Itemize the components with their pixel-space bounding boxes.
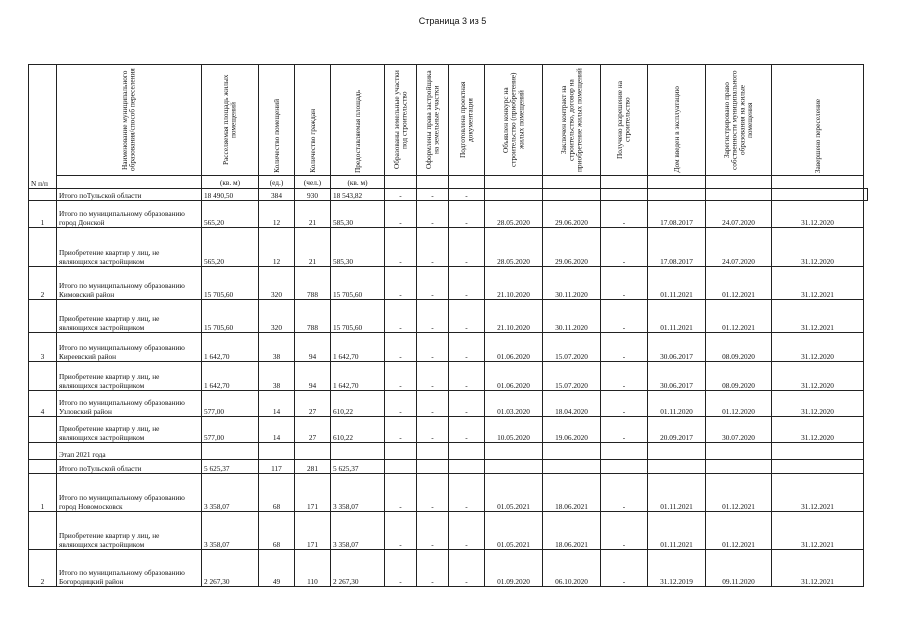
row-number: 2: [29, 267, 57, 300]
data-cell: 01.06.2020: [485, 362, 543, 391]
units-spacer: [57, 176, 202, 189]
unit-cell: (кв. м): [202, 176, 259, 189]
data-cell: -: [417, 300, 449, 333]
data-cell: 01.06.2020: [485, 333, 543, 362]
column-header-text: Подготовлена проектная документация: [457, 81, 475, 159]
data-cell: 06.10.2020: [543, 550, 601, 587]
table-row: [29, 201, 868, 228]
data-cell: -: [385, 333, 417, 362]
data-cell: 18 490,50: [202, 189, 259, 201]
data-cell: 19.06.2020: [543, 417, 601, 443]
data-cell: 20.09.2017: [648, 417, 706, 443]
data-cell: -: [449, 550, 485, 587]
data-cell: 17.08.2017: [648, 228, 706, 267]
data-cell: 585,30: [331, 228, 385, 267]
data-cell: 117: [259, 460, 295, 474]
data-cell: -: [449, 228, 485, 267]
data-cell: [295, 443, 331, 460]
column-header-text: Наименование муниципального образования/способ переселения: [120, 68, 137, 172]
column-header-text: Образованы земельные участки под строительство: [391, 70, 409, 170]
data-cell: -: [601, 417, 648, 443]
data-cell: 18.04.2020: [543, 391, 601, 417]
municipality-name: Итого по муниципальному образованию Богородицкий район: [57, 550, 202, 587]
data-cell: 31.12.2020: [772, 417, 864, 443]
data-cell: [543, 189, 601, 201]
data-cell: -: [417, 474, 449, 512]
data-cell: 31.12.2019: [648, 550, 706, 587]
data-cell: 14: [259, 417, 295, 443]
data-cell: 01.11.2020: [648, 391, 706, 417]
column-header: [543, 65, 601, 176]
data-cell: [772, 189, 864, 201]
data-cell: [202, 443, 259, 460]
column-header-text: Оформлены права застройщика на земельные участки: [423, 70, 441, 170]
data-cell: -: [385, 391, 417, 417]
data-cell: 29.06.2020: [543, 201, 601, 228]
data-cell: -: [385, 362, 417, 391]
unit-cell: (чел.): [295, 176, 331, 189]
data-cell: 01.12.2020: [706, 391, 772, 417]
data-cell: 1 642,70: [202, 333, 259, 362]
data-cell: -: [601, 333, 648, 362]
data-cell: -: [601, 228, 648, 267]
data-cell: 14: [259, 391, 295, 417]
data-cell: 38: [259, 333, 295, 362]
data-cell: 788: [295, 267, 331, 300]
table-row: [29, 391, 868, 417]
column-header-text: Дом введен в эксплуатацию: [671, 86, 681, 173]
data-cell: -: [385, 267, 417, 300]
column-header: [295, 65, 331, 176]
table-row: [29, 443, 868, 460]
data-cell: 68: [259, 512, 295, 550]
column-header-text: Завершено переселение: [812, 98, 822, 173]
municipality-name: Приобретение квартир у лиц, не являющихся застройщиком: [57, 362, 202, 391]
data-cell: 01.11.2021: [648, 267, 706, 300]
data-cell: 171: [295, 512, 331, 550]
data-cell: 01.11.2021: [648, 512, 706, 550]
column-header-text: Количество граждан: [307, 109, 317, 173]
table-row: [29, 460, 868, 474]
data-cell: -: [385, 512, 417, 550]
data-cell: -: [385, 550, 417, 587]
data-cell: 01.12.2021: [706, 474, 772, 512]
column-header: [202, 65, 259, 176]
data-cell: 5 625,37: [331, 460, 385, 474]
data-cell: -: [449, 189, 485, 201]
row-number: 4: [29, 391, 57, 417]
data-cell: [485, 443, 543, 460]
row-number: 1: [29, 201, 57, 228]
data-cell: 01.05.2021: [485, 474, 543, 512]
data-cell: 18.06.2021: [543, 474, 601, 512]
data-cell: -: [385, 300, 417, 333]
column-header: N п/п: [29, 65, 57, 189]
data-cell: 21: [295, 228, 331, 267]
data-cell: 110: [295, 550, 331, 587]
data-cell: 24.07.2020: [706, 201, 772, 228]
data-cell: [772, 460, 864, 474]
municipality-name: Приобретение квартир у лиц, не являющихся застройщиком: [57, 417, 202, 443]
data-cell: 1 642,70: [331, 362, 385, 391]
data-cell: -: [385, 228, 417, 267]
data-cell: -: [449, 474, 485, 512]
data-cell: 49: [259, 550, 295, 587]
data-cell: [485, 460, 543, 474]
data-cell: -: [417, 228, 449, 267]
data-cell: 94: [295, 333, 331, 362]
row-number: 2: [29, 550, 57, 587]
data-cell: [485, 189, 543, 201]
data-cell: 18.06.2021: [543, 512, 601, 550]
data-cell: 01.12.2021: [706, 267, 772, 300]
row-number: [29, 362, 57, 391]
row-number: [29, 417, 57, 443]
data-cell: -: [601, 512, 648, 550]
data-cell: -: [449, 417, 485, 443]
data-cell: 31.12.2020: [772, 333, 864, 362]
municipality-name: Итого поТульской области: [57, 460, 202, 474]
data-cell: [543, 443, 601, 460]
data-cell: -: [601, 267, 648, 300]
data-cell: -: [417, 362, 449, 391]
data-cell: [449, 443, 485, 460]
units-row: [29, 176, 868, 189]
municipality-name: Итого по муниципальному образованию город Донской: [57, 201, 202, 228]
column-header-text: Заключен контракт на строительство, договор на приобретение жилых помещений: [559, 68, 584, 172]
table-row: [29, 362, 868, 391]
table-row: [29, 300, 868, 333]
data-cell: 31.12.2021: [772, 512, 864, 550]
data-cell: -: [449, 201, 485, 228]
data-cell: -: [417, 391, 449, 417]
municipality-name: Итого по муниципальному образованию Киреевский район: [57, 333, 202, 362]
data-cell: -: [601, 201, 648, 228]
data-cell: 30.07.2020: [706, 417, 772, 443]
data-cell: 15 705,60: [202, 267, 259, 300]
data-cell: [864, 189, 868, 201]
data-cell: 3 358,07: [331, 474, 385, 512]
column-header-text: Расселяемая площадь жилых помещений: [221, 74, 238, 166]
data-cell: 610,22: [331, 391, 385, 417]
data-cell: 08.09.2020: [706, 362, 772, 391]
column-header: [57, 65, 202, 176]
data-cell: 38: [259, 362, 295, 391]
data-cell: [385, 460, 417, 474]
data-cell: [648, 460, 706, 474]
data-cell: 28.05.2020: [485, 201, 543, 228]
data-cell: 585,30: [331, 201, 385, 228]
column-header: [648, 65, 706, 176]
data-cell: 30.11.2020: [543, 267, 601, 300]
data-cell: 30.11.2020: [543, 300, 601, 333]
data-cell: 24.07.2020: [706, 228, 772, 267]
data-cell: 30.06.2017: [648, 333, 706, 362]
data-cell: 09.11.2020: [706, 550, 772, 587]
data-cell: 15.07.2020: [543, 333, 601, 362]
row-number: [29, 189, 57, 201]
data-cell: 15 705,60: [202, 300, 259, 333]
data-cell: -: [601, 300, 648, 333]
data-cell: -: [417, 267, 449, 300]
data-cell: -: [385, 189, 417, 201]
data-cell: -: [385, 201, 417, 228]
data-cell: 08.09.2020: [706, 333, 772, 362]
column-header-text: Зарегистрировано право собственности муниципального образования на жилые помещения: [722, 70, 755, 170]
municipality-name: Приобретение квартир у лиц, не являющихся застройщиком: [57, 512, 202, 550]
data-cell: 384: [259, 189, 295, 201]
data-cell: 577,00: [202, 417, 259, 443]
row-number: [29, 228, 57, 267]
data-cell: [449, 460, 485, 474]
data-cell: 31.12.2021: [772, 267, 864, 300]
data-cell: 12: [259, 201, 295, 228]
table-row: [29, 267, 868, 300]
data-cell: 15 705,60: [331, 267, 385, 300]
column-header-text: Количество помещений: [271, 99, 281, 173]
column-header: [385, 65, 417, 176]
row-number: 1: [29, 474, 57, 512]
data-cell: [706, 443, 772, 460]
data-cell: 27: [295, 417, 331, 443]
data-cell: -: [385, 417, 417, 443]
data-cell: 320: [259, 300, 295, 333]
municipality-name: Итого по муниципальному образованию Узловский район: [57, 391, 202, 417]
data-cell: -: [601, 391, 648, 417]
municipality-name: Итого по муниципальному образованию Кимовский район: [57, 267, 202, 300]
data-cell: 2 267,30: [331, 550, 385, 587]
row-number: [29, 512, 57, 550]
data-cell: 29.06.2020: [543, 228, 601, 267]
row-number: 3: [29, 333, 57, 362]
data-cell: [706, 189, 772, 201]
data-cell: 01.09.2020: [485, 550, 543, 587]
table-row: [29, 417, 868, 443]
data-cell: [706, 460, 772, 474]
data-cell: -: [385, 474, 417, 512]
data-cell: 2 267,30: [202, 550, 259, 587]
data-cell: 01.05.2021: [485, 512, 543, 550]
data-cell: 01.03.2020: [485, 391, 543, 417]
row-number: [29, 300, 57, 333]
data-cell: -: [449, 362, 485, 391]
data-cell: -: [449, 512, 485, 550]
data-cell: 1 642,70: [202, 362, 259, 391]
data-cell: [601, 460, 648, 474]
data-cell: 31.12.2021: [772, 550, 864, 587]
data-cell: [417, 443, 449, 460]
data-cell: 31.12.2021: [772, 300, 864, 333]
data-cell: 31.12.2020: [772, 228, 864, 267]
data-cell: -: [417, 201, 449, 228]
data-cell: 28.05.2020: [485, 228, 543, 267]
data-cell: 01.11.2021: [648, 474, 706, 512]
column-header: [485, 65, 543, 176]
column-header-text: Объявлен конкурс на строительство (приобретение) жилых помещений: [501, 72, 526, 168]
data-cell: 31.12.2021: [772, 474, 864, 512]
data-cell: 171: [295, 474, 331, 512]
data-cell: 3 358,07: [202, 512, 259, 550]
data-cell: [259, 443, 295, 460]
data-cell: 565,20: [202, 201, 259, 228]
data-cell: [772, 443, 864, 460]
data-cell: 27: [295, 391, 331, 417]
data-cell: 10.05.2020: [485, 417, 543, 443]
data-cell: 3 358,07: [331, 512, 385, 550]
data-cell: 18 543,82: [331, 189, 385, 201]
data-cell: -: [601, 362, 648, 391]
table-row: [29, 474, 868, 512]
data-cell: 320: [259, 267, 295, 300]
unit-cell: (ед.): [259, 176, 295, 189]
data-cell: 788: [295, 300, 331, 333]
data-cell: -: [449, 300, 485, 333]
data-cell: 5 625,37: [202, 460, 259, 474]
municipality-name: Этап 2021 года: [57, 443, 202, 460]
column-header: [417, 65, 449, 176]
column-header: [601, 65, 648, 176]
data-cell: 21: [295, 201, 331, 228]
data-cell: -: [417, 189, 449, 201]
data-cell: 31.12.2020: [772, 362, 864, 391]
column-header: [772, 65, 864, 176]
column-header: [331, 65, 385, 176]
row-number: [29, 443, 57, 460]
data-cell: 31.12.2020: [772, 201, 864, 228]
column-header-text: Получено разрешение на строительство: [615, 81, 632, 159]
data-cell: 01.12.2021: [706, 300, 772, 333]
data-cell: 94: [295, 362, 331, 391]
data-cell: -: [417, 550, 449, 587]
data-cell: 12: [259, 228, 295, 267]
unit-cell: (кв. м): [331, 176, 385, 189]
data-cell: 610,22: [331, 417, 385, 443]
data-cell: 17.08.2017: [648, 201, 706, 228]
row-number: [29, 460, 57, 474]
data-cell: 68: [259, 474, 295, 512]
column-header: [449, 65, 485, 176]
data-cell: 930: [295, 189, 331, 201]
data-cell: 15.07.2020: [543, 362, 601, 391]
data-cell: -: [601, 550, 648, 587]
data-cell: 15 705,60: [331, 300, 385, 333]
column-header: [706, 65, 772, 176]
data-cell: 30.06.2017: [648, 362, 706, 391]
column-header-text: Предоставляемая площадь: [352, 89, 362, 173]
column-header: [259, 65, 295, 176]
municipality-name: Итого по муниципальному образованию город Новомосковск: [57, 474, 202, 512]
data-cell: 577,00: [202, 391, 259, 417]
data-cell: [601, 443, 648, 460]
data-cell: -: [449, 333, 485, 362]
table-row: [29, 189, 868, 201]
data-cell: 21.10.2020: [485, 267, 543, 300]
page-number-label: Страница 3 из 5: [418, 16, 487, 26]
data-cell: 281: [295, 460, 331, 474]
data-cell: [601, 189, 648, 201]
data-cell: -: [601, 474, 648, 512]
data-cell: 3 358,07: [202, 474, 259, 512]
data-cell: [417, 460, 449, 474]
data-cell: -: [417, 333, 449, 362]
table-row: [29, 550, 868, 587]
header-row: [29, 65, 868, 176]
municipality-name: Приобретение квартир у лиц, не являющихся застройщиком: [57, 228, 202, 267]
municipality-name: Приобретение квартир у лиц, не являющихся застройщиком: [57, 300, 202, 333]
data-cell: 21.10.2020: [485, 300, 543, 333]
table-row: [29, 228, 868, 267]
data-cell: [543, 460, 601, 474]
data-cell: -: [417, 512, 449, 550]
data-cell: -: [449, 391, 485, 417]
data-cell: [648, 189, 706, 201]
data-cell: 01.11.2021: [648, 300, 706, 333]
data-cell: 01.12.2021: [706, 512, 772, 550]
data-cell: 565,20: [202, 228, 259, 267]
municipality-name: Итого поТульской области: [57, 189, 202, 201]
table-row: [29, 512, 868, 550]
data-cell: [331, 443, 385, 460]
table-row: [29, 333, 868, 362]
data-cell: 1 642,70: [331, 333, 385, 362]
data-cell: -: [417, 417, 449, 443]
data-cell: 31.12.2020: [772, 391, 864, 417]
data-cell: [385, 443, 417, 460]
resettlement-table: [28, 64, 868, 587]
data-cell: -: [449, 267, 485, 300]
data-cell: [648, 443, 706, 460]
